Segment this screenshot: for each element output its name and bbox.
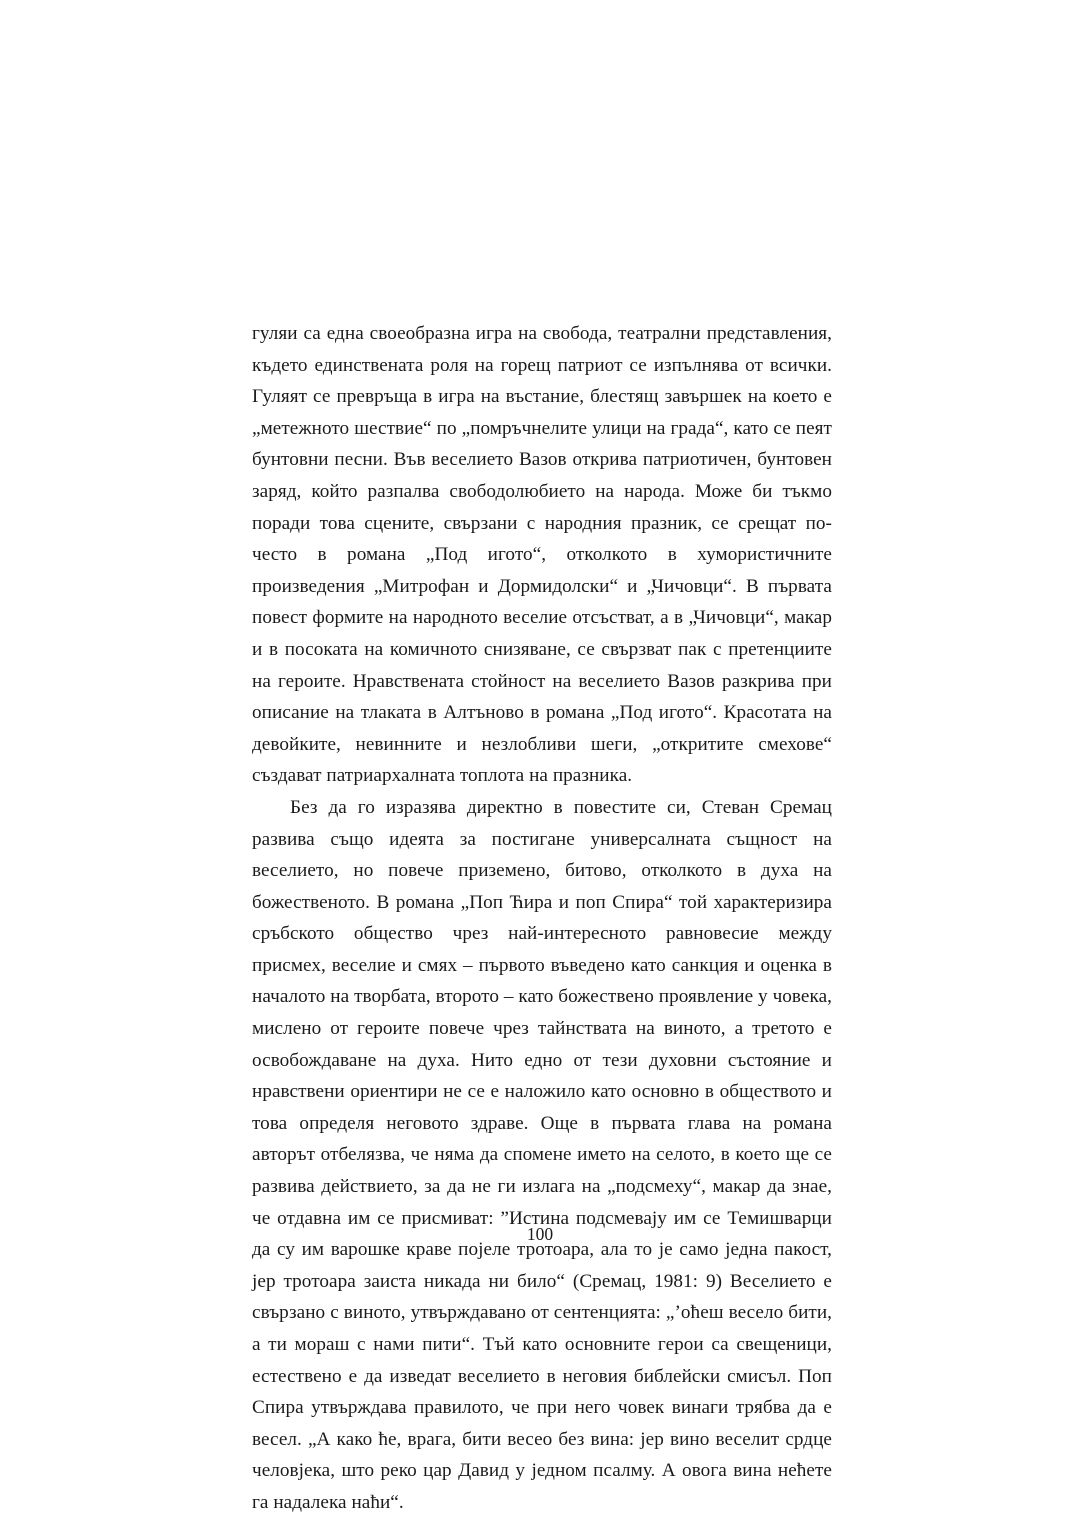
- paragraph-2: Без да го изразява директно в повестите си, Стеван Сремац развива също идеята за постигане универсалната същност на веселието, но повече приземено, битово, отколкото в духа на божественото. В романа „Поп Ћира и поп Спира“ той характеризира сръбското общество чрез най-интересното равновесие между присмех, веселие и смях – първото въведено като санкция и оценка в началото на творбата, второто – като божествено проявление у човека, мислено от героите повече чрез тайнствата на виното, а третото е освобождаване на духа. Нито едно от тези духовни състояние и нравствени ориентири не се е наложило като основно в обществото и това определя неговото здраве. Още в първата глава на романа авторът отбелязва, че няма да спомене името на селото, в което ще се развива действието, за да не ги излага на „подсмеху“, макар да знае, че отдавна им се присмиват: ”Истина подсмевају им се Темишварци да су им варошке краве појеле тротоара, ала то је само једна пакост, јер тротоара заиста никада ни било“ (Сремац, 1981: 9) Веселието е свързано с виното, утвърждавано от сентенцията: „’оћеш весело бити, а ти мораш с нами пити“. Тъй като основните герои са свещеници, естествено е да изведат веселието в неговия библейски смисъл. Поп Спира утвърждава правилото, че при него човек винаги трябва да е весел. „А како ће, врага, бити весео без вина: јер вино веселит срдце человјека, што реко цар Давид у једном псалму. А овога вина нећете га надалека наћи“.: [252, 796, 832, 1513]
- body-text-column: [252, 318, 832, 1519]
- paragraph-1: гуляи са една своеобразна игра на свобода, театрални представления, където единствената роля на горещ патриот се изпълнява от всички. Гуляят се превръща в игра на въстание, блестящ завършек на което е „метежното шествие“ по „помръчнелите улици на града“, като се пеят бунтовни песни. Във веселието Вазов открива патриотичен, бунтовен заряд, който разпалва свободолюбието на народа. Може би тъкмо поради това сцените, свързани с народния празник, се срещат по-често в романа „Под игото“, отколкото в хумористичните произведения „Митрофан и Дормидолски“ и „Чичовци“. В първата повест формите на народното веселие отсъстват, а в „Чичовци“, макар и в посоката на комичното снизяване, се свързват пак с претенциите на героите. Нравствената стойност на веселието Вазов разкрива при описание на тлаката в Алтъново в романа „Под игото“. Красотата на девойките, невинните и незлобливи шеги, „откритите смехове“ създават патриархалната топлота на празника.: [252, 323, 832, 787]
- page-number: 100: [526, 1224, 554, 1244]
